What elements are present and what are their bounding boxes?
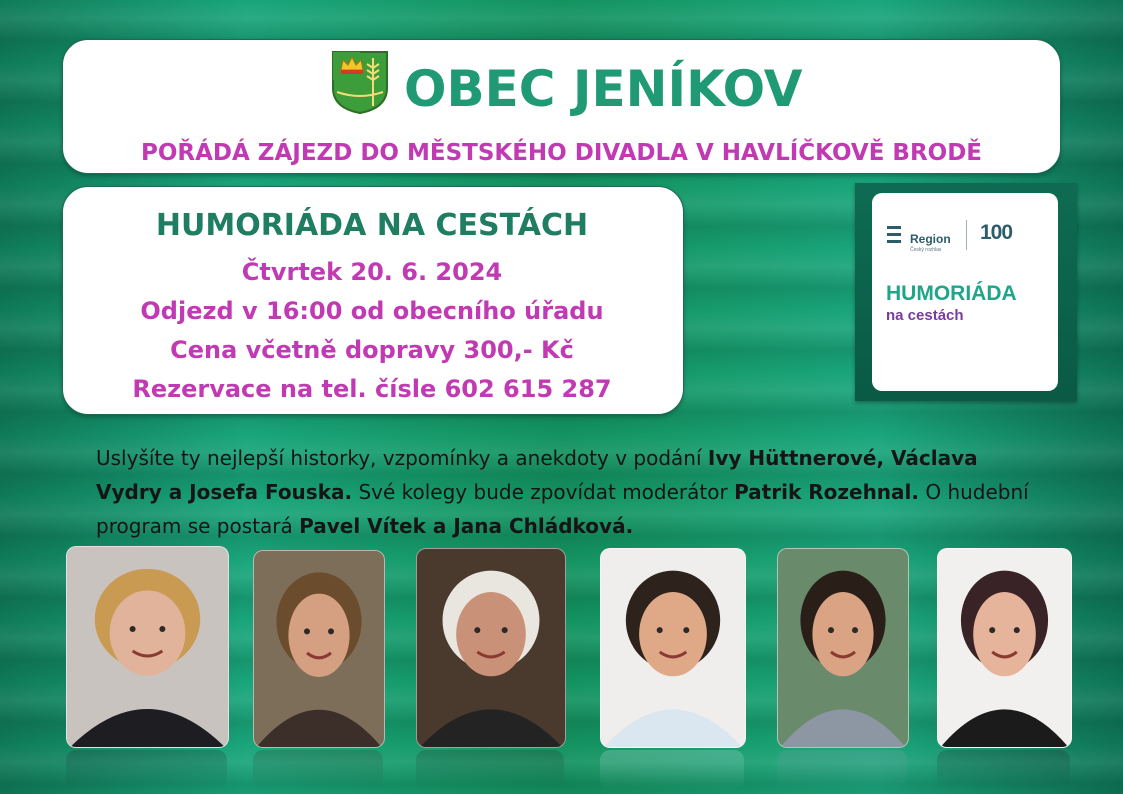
page-subtitle: POŘÁDÁ ZÁJEZD DO MĚSTSKÉHO DIVADLA V HAVLÍČKOVĚ BRODĚ — [140, 140, 983, 166]
description-text: O hudební program se postará — [96, 480, 1029, 538]
photo-man-grey-sweater — [777, 548, 909, 748]
village-crest-icon — [331, 50, 389, 114]
description-text: Své kolegy bude zpovídat moderátor — [352, 480, 735, 504]
description-moderator: Patrik Rozehnal. — [734, 480, 919, 504]
photo-man-white-hair — [416, 548, 566, 748]
description-text: Uslyšíte ty nejlepší historky, vzpomínky a anekdoty v podání — [96, 446, 708, 470]
event-description — [96, 441, 1036, 543]
event-date: Čtvrtek 20. 6. 2024 — [241, 258, 503, 286]
description-musicians: Pavel Vítek a Jana Chládková. — [299, 514, 634, 538]
logo-divider — [966, 220, 967, 250]
radio-logo-icon — [887, 226, 903, 244]
photo-reflection — [253, 750, 383, 790]
photo-man-dark-hair — [600, 548, 746, 748]
logo-brand-sub: Český rozhlas — [910, 247, 942, 253]
logo-show-subtitle: na cestách — [886, 307, 964, 324]
photo-reflection — [777, 750, 907, 790]
photo-woman-flower — [937, 548, 1072, 748]
photo-reflection — [600, 750, 744, 790]
event-price: Cena včetně dopravy 300,- Kč — [170, 336, 574, 364]
photo-man-brown-hair — [253, 550, 385, 748]
photo-reflection — [937, 750, 1070, 790]
photo-woman-glasses — [66, 546, 229, 748]
description-guests: Ivy Hüttnerové, Václava Vydry a Josefa Fouska. — [96, 446, 978, 504]
event-name: HUMORIÁDA NA CESTÁCH — [155, 208, 589, 243]
logo-brand: Region — [910, 232, 951, 246]
event-departure: Odjezd v 16:00 od obecního úřadu — [140, 297, 604, 325]
photo-reflection — [416, 750, 564, 790]
photo-reflection — [66, 750, 227, 790]
event-reservation: Rezervace na tel. čísle 602 615 287 — [132, 375, 612, 403]
logo-show-title: HUMORIÁDA — [886, 282, 1017, 305]
page-title: OBEC JENÍKOV — [404, 60, 803, 118]
logo-anniversary: 100 — [980, 221, 1013, 244]
